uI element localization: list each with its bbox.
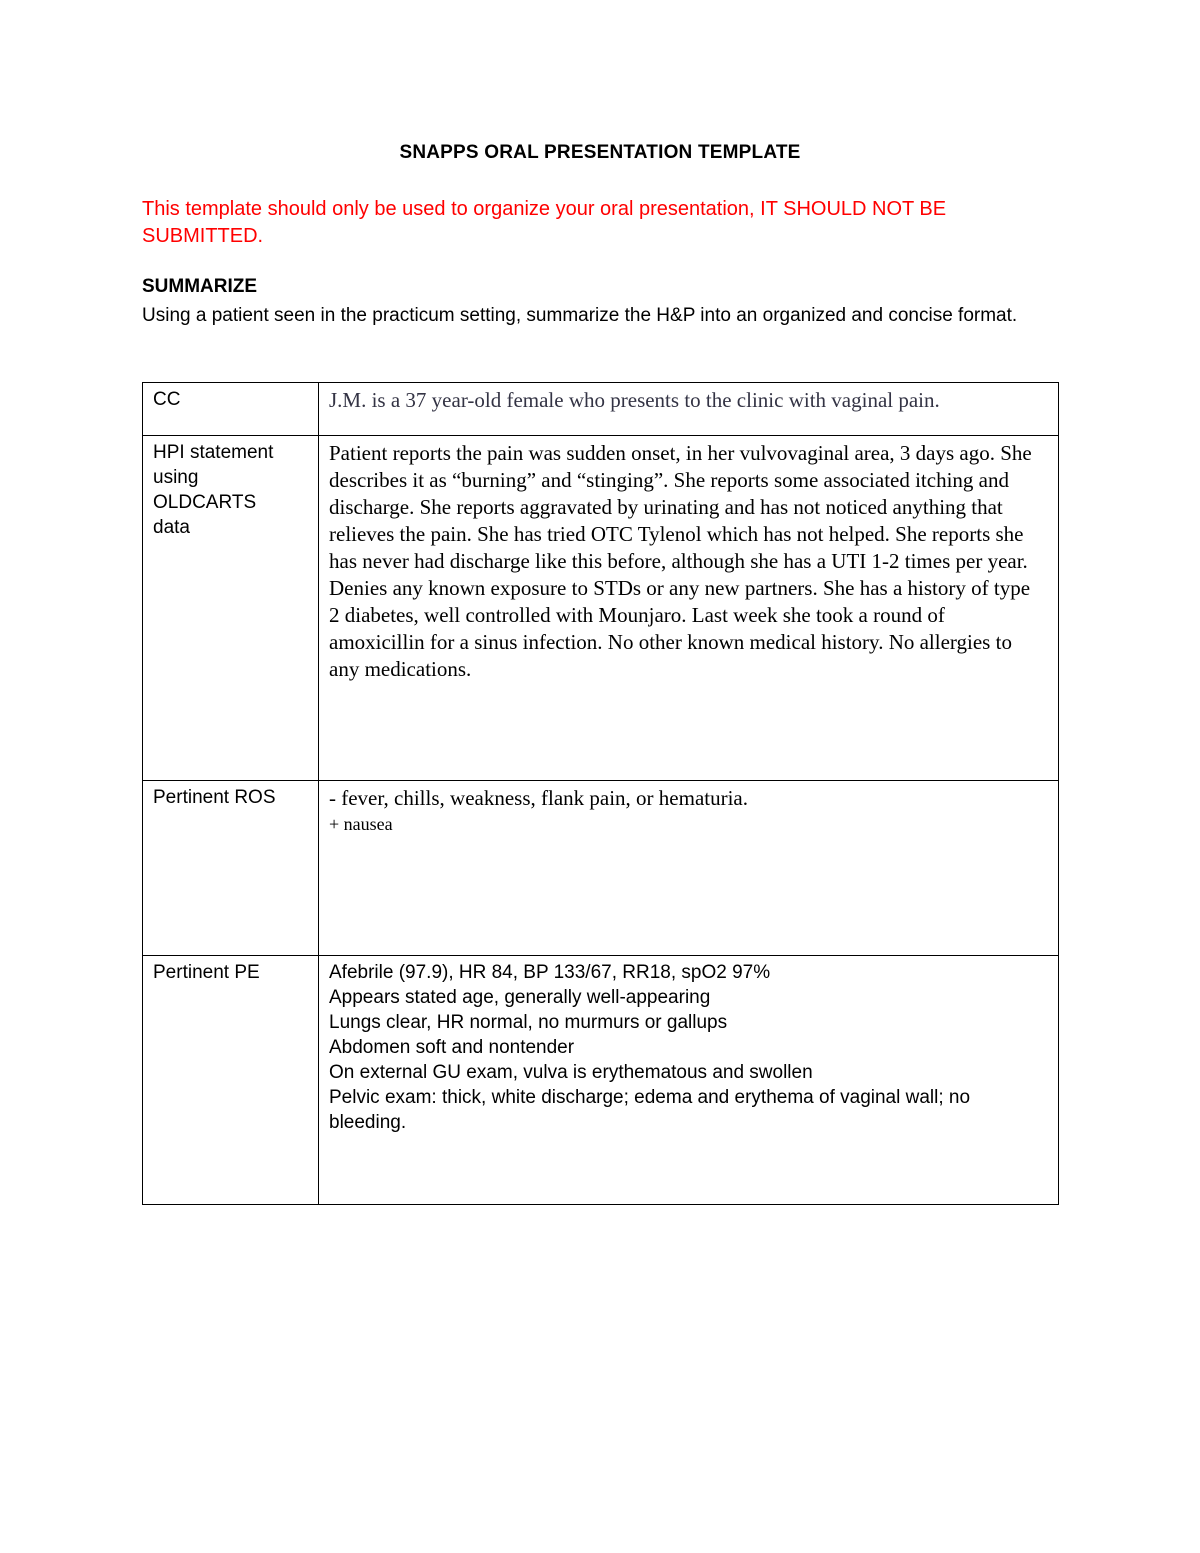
hp-summary-table xyxy=(142,382,1059,1205)
cc-label: CC xyxy=(143,383,319,436)
pe-line-vitals: Afebrile (97.9), HR 84, BP 133/67, RR18, spO2 97% xyxy=(329,962,771,983)
warning-notice: This template should only be used to organize your oral presentation, IT SHOULD NOT BE SUBMITTED. xyxy=(142,198,947,247)
pe-line-general: Appears stated age, generally well-appearing xyxy=(329,987,711,1008)
hpi-value-cell xyxy=(319,436,1059,781)
pe-line-pelvic: Pelvic exam: thick, white discharge; edema and erythema of vaginal wall; no bleeding. xyxy=(329,1087,971,1133)
hpi-label-text: HPI statement using OLDCARTS data xyxy=(153,442,274,538)
ros-line-negatives: - fever, chills, weakness, flank pain, or hematuria. xyxy=(329,786,749,810)
hpi-value: Patient reports the pain was sudden onset, in her vulvovaginal area, 3 days ago. She describes it as “burning” and “stinging”. She reports some associated itching and discharge. She reports aggravated by urinating and has not noticed anything that relieves the pain. She has tried OTC Tylenol which has not helped. She reports she has never had discharge like this before, although she has a UTI 1-2 times per year. Denies any known exposure to STDs or any new partners. She has a history of type 2 diabetes, well controlled with Mounjaro. Last week she took a round of amoxicillin for a sinus infection. No other known medical history. No allergies to any medications. xyxy=(329,441,1032,681)
summarize-instructions: Using a patient seen in the practicum setting, summarize the H&P into an organized and concise format. xyxy=(142,305,1018,326)
cc-value: J.M. is a 37 year-old female who presents to the clinic with vaginal pain. xyxy=(329,388,940,412)
ros-line-positives: + nausea xyxy=(329,814,393,834)
hpi-label xyxy=(143,436,319,781)
pe-label: Pertinent PE xyxy=(143,956,319,1205)
ros-label: Pertinent ROS xyxy=(143,781,319,956)
table-row-cc xyxy=(143,383,1059,436)
document-title: SNAPPS ORAL PRESENTATION TEMPLATE xyxy=(399,142,801,163)
table-row-pe xyxy=(143,956,1059,1205)
pe-value-cell xyxy=(319,956,1059,1205)
table-row-hpi xyxy=(143,436,1059,781)
section-heading-summarize: SUMMARIZE xyxy=(142,276,258,297)
pe-line-cardiopulmonary: Lungs clear, HR normal, no murmurs or gallups xyxy=(329,1012,728,1033)
table-row-ros xyxy=(143,781,1059,956)
ros-value-cell xyxy=(319,781,1059,956)
pe-line-external-gu: On external GU exam, vulva is erythematous and swollen xyxy=(329,1062,813,1083)
pe-line-abdomen: Abdomen soft and nontender xyxy=(329,1037,575,1058)
cc-value-cell xyxy=(319,383,1059,436)
